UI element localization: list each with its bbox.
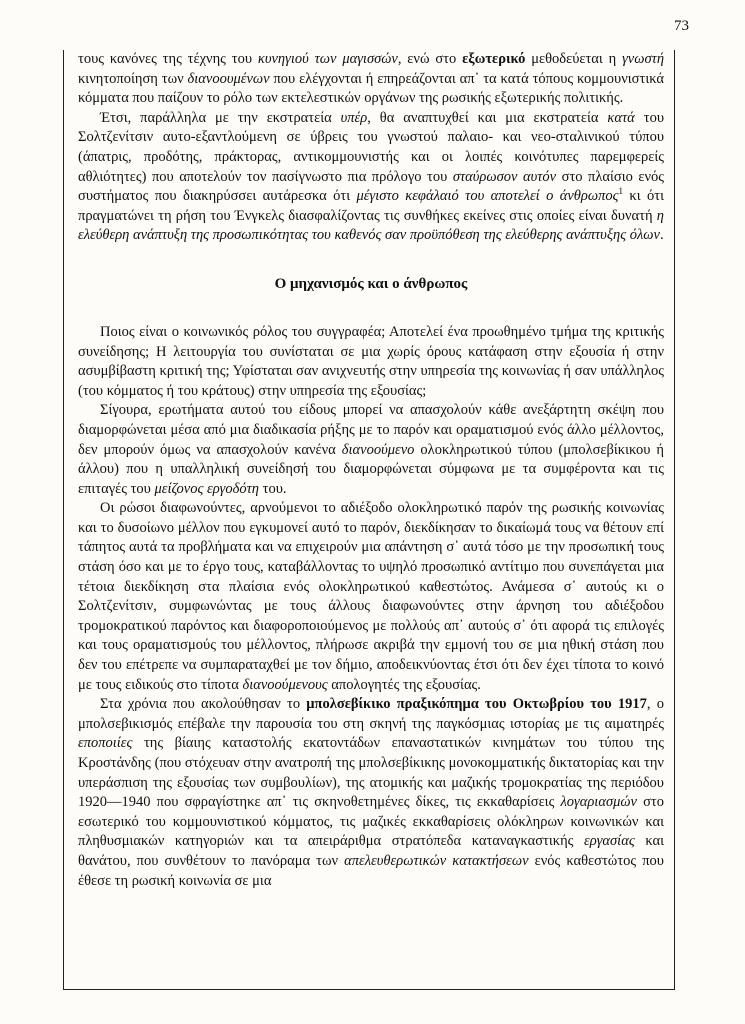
text-run: σταύρωσον αυτόν [452,168,557,185]
text-run: απελευθερωτικών κατακτήσεων [344,852,529,869]
paragraph [78,695,664,891]
text-run: απολογητές της εξουσίας. [327,676,481,693]
text-run: και θανάτου, που συνθέτουν το πανόραμα των [78,833,665,869]
text-run: γνωστή [622,51,665,67]
text-run: διανοούμενο [341,441,415,458]
footnote-marker: 1 [618,186,624,197]
paragraph [78,401,664,499]
text-run: ολοκληρωτικού τύπου (μπολσεβίκικου ή άλλου) που η υπαλληλική συνείδησή του διαμορφώνεται σύμφωνα με τα συμφέροντα και τις επιταγές του [78,441,664,497]
text-run: κυνηγιού των μαγισσών [257,51,398,67]
top-paragraphs [78,50,664,246]
text-run: η ελεύθερη ανάπτυξη της προσωπικότητας του καθενός σαν προϋπόθεση της ελεύθερης ανάπτυξης όλων [78,207,664,244]
text-run: Έτσι, παράλληλα με την εκστρατεία [100,109,341,126]
text-run: Οι ρώσοι διαφωνούντες, αρνούμενοι το αδιέξοδο ολοκληρωτικό παρόν της ρωσικής κοινωνίας και το δυσοίωνο μέλλον που εγκυμονεί αυτό το παρόν, διεκδίκησαν το δικαίωμά τους να θέτουν επί τάπητος αυτά τα προβλήματα και να επιχειρούν μια απάντηση σ᾽ αυτά τόσο με την προσωπική τους στάση όσο και με το έργο τους, καταβάλλοντας το υψηλό προσωπικό αντίτιμο που συνεπάγεται μια τέτοια διεκδίκηση στα πλαίσια ενός ολοκληρωτικού καθεστώτος. Ανάμεσα σ᾽ αυτούς κι ο Σολτζενίτσιν, συμφωνώντας με τους άλλους διαφωνούντες στην άρνηση του αδιέξοδου τρομοκρατικού παρόντος και διαφοροποιούμενος με πολλούς απ᾽ αυτούς σ᾽ ότι αφορά τις επιλογές και τους οραματισμούς του μέλλοντος, πλήρωσε ακριβά την εμμονή του σε μια ηθική στάση που δεν του επέτρεπε να συμπαραταχθεί με τον δήμιο, αποδεικνύοντας έτσι ότι δεν έχει τίποτα το κοινό με τους ειδικούς στο τίποτα [78,500,664,693]
text-run: , ενώ στο [397,51,463,67]
paragraph [78,499,664,695]
text-run: διανοουμένων [187,70,270,87]
text-run: στο εσωτερικό του κομμουνιστικού κόμματος, τις μαζικές εκκαθαρίσεις ολόκληρων κοινωνικών και πληθυσμιακών κατηγοριών και τα απειράριθμα στρατόπεδα καταναγκαστικής [78,794,664,850]
text-run: διανοούμενους [242,676,328,693]
bottom-paragraphs [78,323,664,891]
text-run: Σίγουρα, ερωτήματα αυτού του είδους μπορεί να απασχολούν κάθε ανεξάρτητη σκέψη που διαμορφώνεται μέσα από μια διαδικασία ρήξης με το παρόν και οραματισμού ενός άλλο μέλλοντος, δεν μπορούν όμως να απασχολούν κανένα [78,402,664,458]
paragraph [78,323,664,401]
text-run: του. [259,480,287,497]
section-title: Ο μηχανισμός και ο άνθρωπος [274,275,468,292]
text-run: λογαριασμών [560,794,637,811]
text-run: του Σολτζενίτσιν αυτο-εξαντλούμενη σε ύβρεις του γνωστού παλαιο- και νεο-σταλινικού τύπου (άπατρις, προδότης, πράκτορας, αντικομμουνιστής και οι λοιπές κοινότυπες παρεμφερείς αθλιότητες) που αποτελούν τον πασίγνωστο πια πρόλογο του [78,109,664,185]
text-run: υπέρ [340,109,368,126]
text-run: μείζονος εργοδότη [154,480,260,497]
text-run: . [659,227,664,244]
text-run: μέγιστο κεφάλαιό του αποτελεί ο άνθρωπος [356,188,619,205]
page-number: 73 [674,18,689,34]
text-run: ενός καθεστώτος που έθεσε τη ρωσική κοινωνία σε μια [78,852,664,889]
text-run: Ποιος είναι ο κοινωνικός ρόλος του συγγραφέα; Αποτελεί ένα προωθημένο τμήμα της κριτικής συνείδησης; Η λειτουργία του συνίσταται σε μια χωρίς όρους κατάφαση στην εξουσία ή στην ασυμβίβαστη κριτική της; Υφίσταται σαν ανιχνευτής στην υπηρεσία της κοινωνίας ή σαν υπάλληλος (του κόμματος ή του κράτους) στην υπηρεσία της εξουσίας; [78,323,664,399]
text-run: εποποιίες [78,735,133,752]
paragraph [78,50,664,109]
text-run: τους κανόνες της τέχνης του [78,51,258,67]
text-run: , θα αναπτυχθεί και μια εκστρατεία [367,109,608,126]
text-run: εξωτερικό [462,51,526,67]
text-run: Στα χρόνια που ακολούθησαν το [100,696,307,713]
text-run: κινητοποίηση των [78,70,188,87]
text-run: εργασίας [584,833,635,850]
text-run: κι ότι πραγματώνει τη ρήση του Ένγκελς διασφαλίζοντας τις συνθήκες εκείνες στις οποίες είναι δυνατή [78,188,665,224]
text-run: μεθοδεύεται η [525,51,623,67]
text-run: κατά [607,109,635,126]
text-run: στο πλαίσιο ενός συστήματος που διακηρύσσει αυτάρεσκα ότι [78,168,664,205]
text-run: της βίαιης καταστολής εκατοντάδων επαναστατικών κινημάτων του τύπου της Κροστάνδης (που στόχευαν στην ανατροπή της μπολσεβίκικης μονοκομματικής δικτατορίας και την υπεράσπιση της εξουσίας των συμβουλίων), της ατομικής και μαζικής τρομοκρατίας της περιόδου 1920—1940 που σφραγίστηκε απ᾽ τις σκηνοθετημένες δίκες, τις εκκαθαρίσεις [78,735,664,811]
text-run: μπολσεβίκικο πραξικόπημα του Οκτωβρίου του 1917 [306,696,647,713]
text-frame [63,50,675,990]
text-run: , ο μπολσεβικισμός επέβαλε την παρουσία του στη σκηνή της παγκόσμιας ιστορίας με τις αιματηρές [78,696,664,732]
text-run: που ελέγχονται ή επηρεάζονται απ᾽ τα κατά τόπους κομμουνιστικά κόμματα που παίζουν το ρόλο των εκτελεστικών οργάνων της ρωσικής εξωτερικής πολιτικής. [78,70,664,107]
paragraph [78,109,664,246]
